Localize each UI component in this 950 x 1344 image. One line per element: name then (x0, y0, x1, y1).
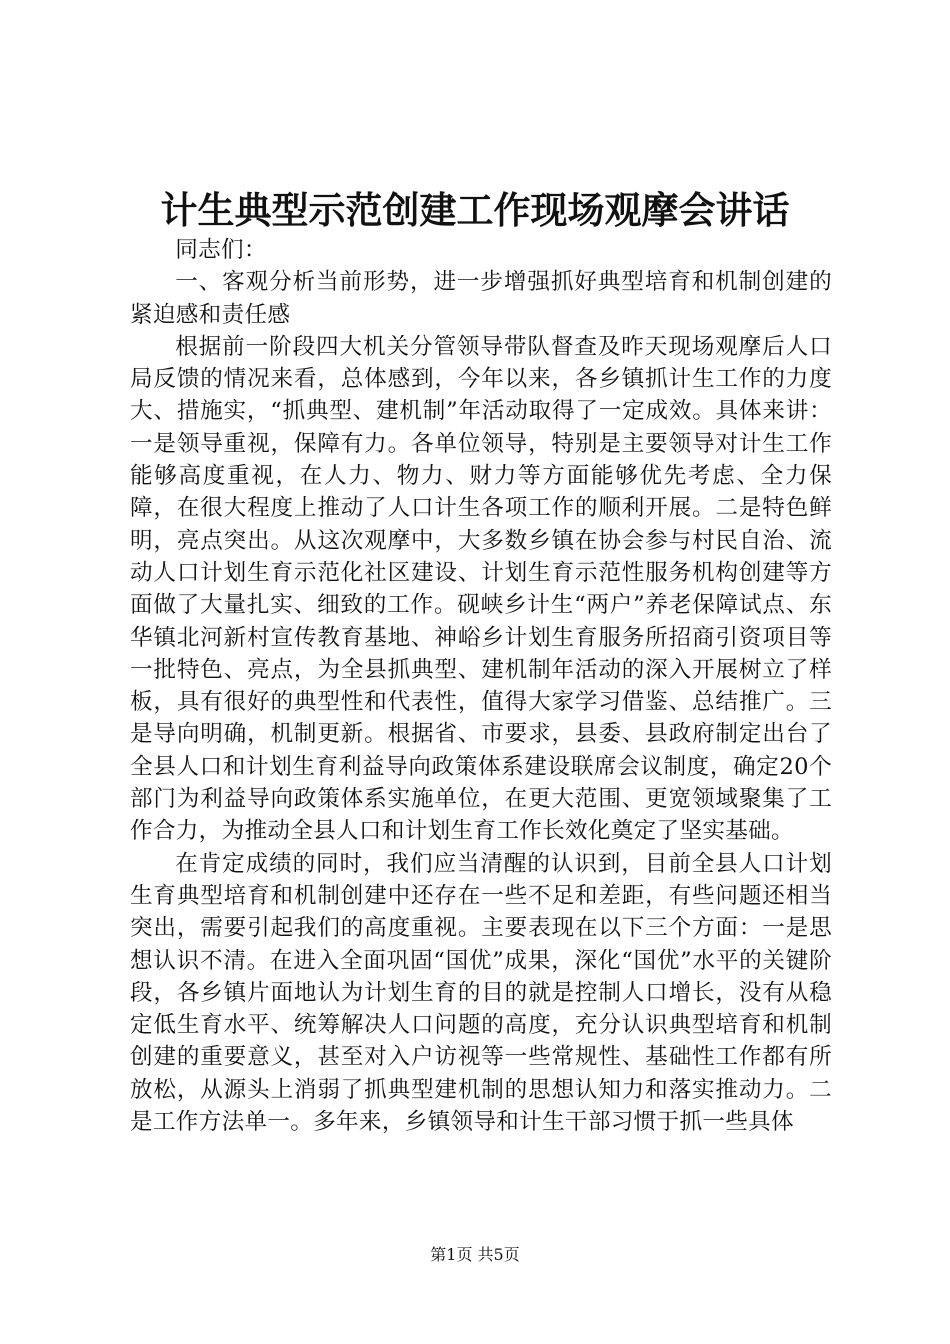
document-title: 计生典型示范创建工作现场观摩会讲话 (160, 188, 790, 232)
section-heading-paragraph: 一、客观分析当前形势，进一步增强抓好典型培育和机制创建的紧迫感和责任感 (130, 269, 832, 328)
document-body (130, 234, 832, 1138)
body-paragraph: 根据前一阶段四大机关分管领导带队督查及昨天现场观摩后人口局反馈的情况来看，总体感到，今年以来，各乡镇抓计生工作的力度大、措施实，“抓典型、建机制”年活动取得了一定成效。具体来讲：一是领导重视，保障有力。各单位领导，特别是主要领导对计生工作能够高度重视，在人力、物力、财力等方面能够优先考虑、全力保障，在很大程度上推动了人口计生各项工作的顺利开展。二是特色鲜明，亮点突出。从这次观摩中，大多数乡镇在协会参与村民自治、流动人口计划生育示范化社区建设、计划生育示范性服务机构创建等方面做了大量扎实、细致的工作。砚峡乡计生“两户”养老保障试点、东华镇北河新村宣传教育基地、神峪乡计划生育服务所招商引资项目等一批特色、亮点，为全县抓典型、建机制年活动的深入开展树立了样板，具有很好的典型性和代表性，值得大家学习借鉴、总结推广。三是导向明确，机制更新。根据省、市要求，县委、县政府制定出台了全县人口和计划生育利益导向政策体系建设联席会议制度，确定20个部门为利益导向政策体系实施单位，在更大范围、更宽领域聚集了工作合力，为推动全县人口和计划生育工作长效化奠定了坚实基础。 (130, 333, 832, 845)
body-paragraph: 在肯定成绩的同时，我们应当清醒的认识到，目前全县人口计划生育典型培育和机制创建中还存在一些不足和差距，有些问题还相当突出，需要引起我们的高度重视。主要表现在以下三个方面：一是思想认识不清。在进入全面巩固“国优”成果，深化“国优”水平的关键阶段，各乡镇片面地认为计划生育的目的就是控制人口增长，没有从稳定低生育水平、统筹解决人口问题的高度，充分认识典型培育和机制创建的重要意义，甚至对入户访视等一些常规性、基础性工作都有所放松，从源头上消弱了抓典型建机制的思想认知力和落实推动力。二是工作方法单一。多年来，乡镇领导和计生干部习惯于抓一些具体 (130, 850, 832, 1136)
page-number-footer: 第1页 共5页 (430, 1245, 520, 1264)
salutation-paragraph: 同志们： (175, 237, 267, 263)
